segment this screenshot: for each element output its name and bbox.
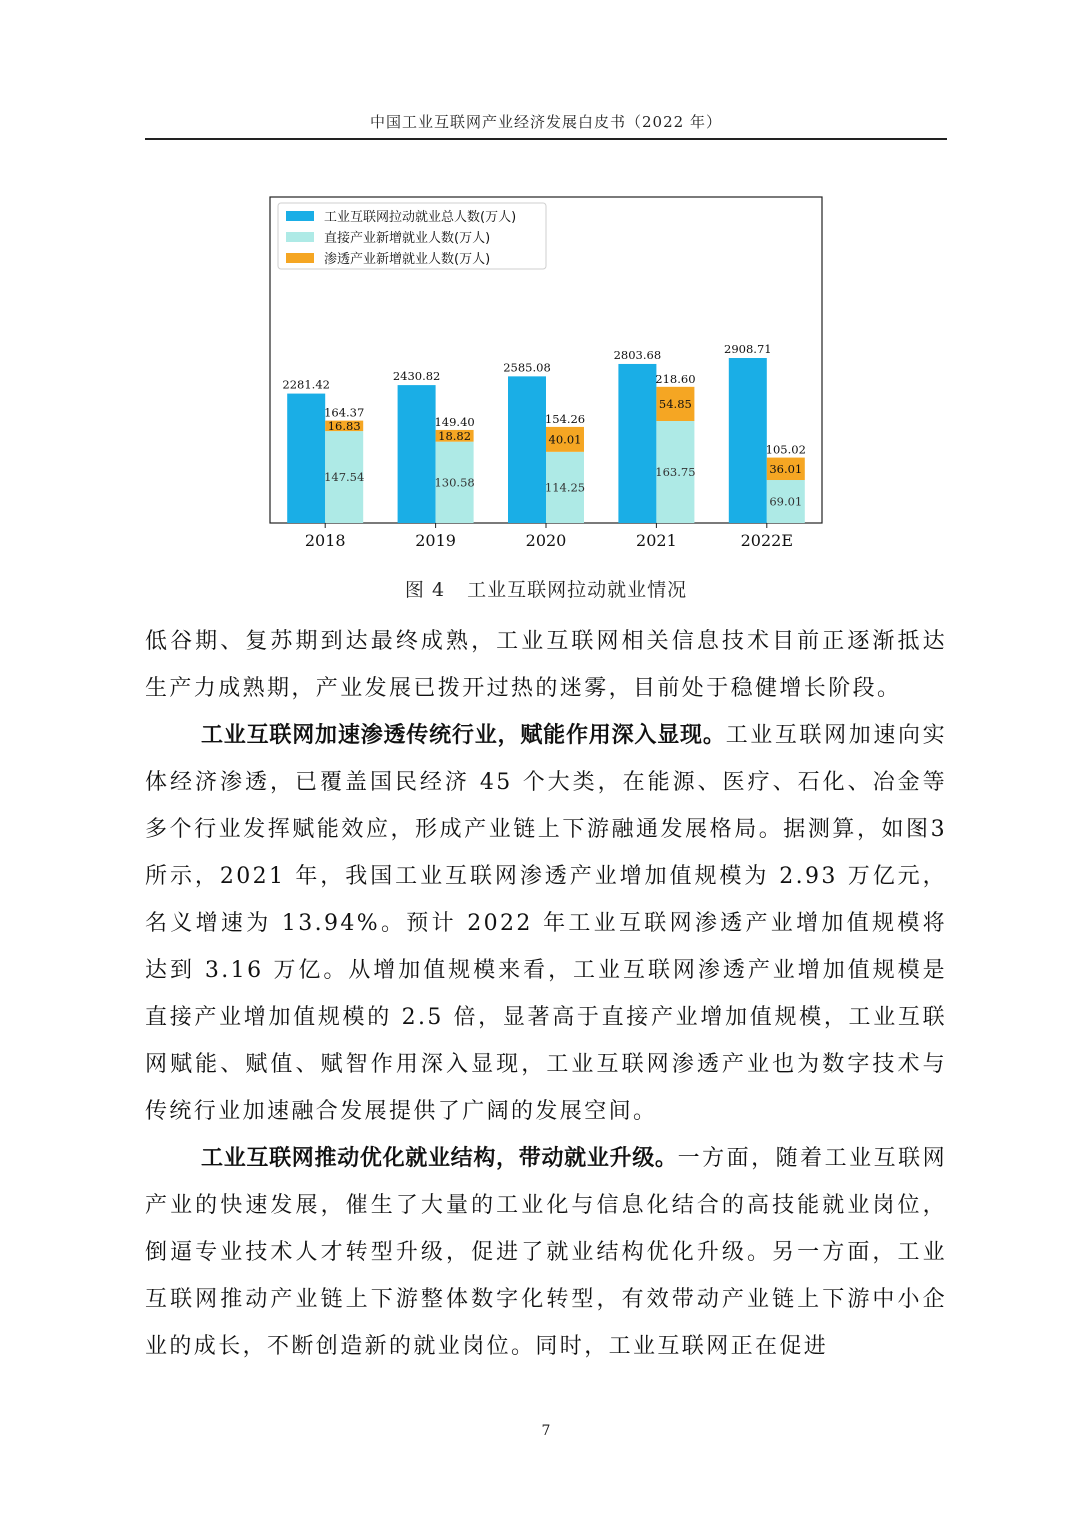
x-tick-label: 2022E — [740, 531, 794, 550]
legend-swatch — [286, 211, 314, 221]
label-direct: 147.54 — [324, 470, 365, 485]
header-rule — [145, 138, 947, 140]
label-total: 2803.68 — [613, 347, 662, 362]
page-number: 7 — [541, 1423, 551, 1439]
body-text — [145, 618, 947, 1370]
label-direct: 130.58 — [434, 475, 475, 490]
label-stack-total: 149.40 — [434, 414, 475, 429]
label-total: 2430.82 — [392, 369, 441, 384]
label-penetration: 54.85 — [658, 396, 692, 411]
figure-caption-text: 工业互联网拉动就业情况 — [467, 579, 688, 601]
bar-total — [287, 394, 325, 523]
x-tick-label: 2021 — [636, 531, 677, 550]
legend-swatch — [286, 253, 314, 263]
figure-caption — [145, 575, 947, 602]
figure-number: 图 4 — [404, 579, 446, 601]
bar-total — [729, 358, 767, 523]
bar-total — [398, 385, 436, 523]
paragraph-2 — [145, 712, 947, 1135]
label-total: 2908.71 — [724, 342, 772, 356]
legend-label: 直接产业新增就业人数(万人) — [324, 231, 491, 246]
employment-chart — [268, 195, 824, 561]
paragraph-2-text: 工业互联网加速向实体经济渗透，已覆盖国民经济 45 个大类，在能源、医疗、石化、冶金等多个行业发挥赋能效应，形成产业链上下游融通发展格局。据测算，如图3所示，2021 年，我国工业互联网渗透产业增加值规模为 2.93 万亿元，名义增速为 13.94%。预计 2022 年工业互联网渗透产业增加值规模将达到 3.16 万亿。从增加值规模来看，工业互联网渗透产业增加值规模是直接产业增加值规模的 2.5 倍，显著高于直接产业增加值规模，工业互联网赋能、赋值、赋智作用深入显现，工业互联网渗透产业也为数字技术与传统行业加速融合发展提供了广阔的发展空间。 — [145, 723, 947, 1124]
paragraph-3-lead: 工业互联网推动优化就业结构，带动就业升级。 — [201, 1146, 678, 1171]
bar-total — [618, 364, 656, 523]
paragraph-3 — [145, 1135, 947, 1370]
chart-svg — [268, 195, 824, 561]
x-tick-label: 2018 — [304, 531, 346, 550]
label-penetration: 16.83 — [327, 418, 361, 433]
legend-swatch — [286, 232, 314, 242]
paragraph-3-text: 一方面，随着工业互联网产业的快速发展，催生了大量的工业化与信息化结合的高技能就业岗位，倒逼专业技术人才转型升级，促进了就业结构优化升级。另一方面，工业互联网推动产业链上下游整体数字化转型，有效带动产业链上下游中小企业的成长，不断创造新的就业岗位。同时，工业互联网正在促进 — [145, 1146, 947, 1359]
label-stack-total: 164.37 — [324, 405, 365, 420]
label-total: 2585.08 — [503, 360, 551, 375]
legend-label: 渗透产业新增就业人数(万人) — [324, 252, 491, 267]
label-stack-total: 154.26 — [544, 411, 586, 426]
x-tick-label: 2019 — [415, 531, 456, 550]
label-stack-total: 105.02 — [765, 442, 806, 457]
label-direct: 69.01 — [769, 494, 803, 509]
paragraph-1: 低谷期、复苏期到达最终成熟，工业互联网相关信息技术目前正逐渐抵达生产力成熟期，产业发展已拨开过热的迷雾，目前处于稳健增长阶段。 — [145, 629, 947, 701]
label-direct: 114.25 — [544, 480, 586, 495]
label-penetration: 18.82 — [438, 428, 472, 443]
legend-label: 工业互联网拉动就业总人数(万人) — [324, 210, 517, 225]
label-total: 2281.42 — [282, 377, 330, 392]
paragraph-2-lead: 工业互联网加速渗透传统行业，赋能作用深入显现。 — [201, 723, 726, 748]
bar-total — [508, 376, 546, 523]
label-penetration: 36.01 — [769, 461, 803, 476]
label-stack-total: 218.60 — [655, 371, 696, 386]
label-penetration: 40.01 — [548, 432, 582, 447]
label-direct: 163.75 — [655, 465, 696, 479]
running-header: 中国工业互联网产业经济发展白皮书（2022 年） — [370, 113, 722, 131]
x-tick-label: 2020 — [525, 531, 567, 550]
